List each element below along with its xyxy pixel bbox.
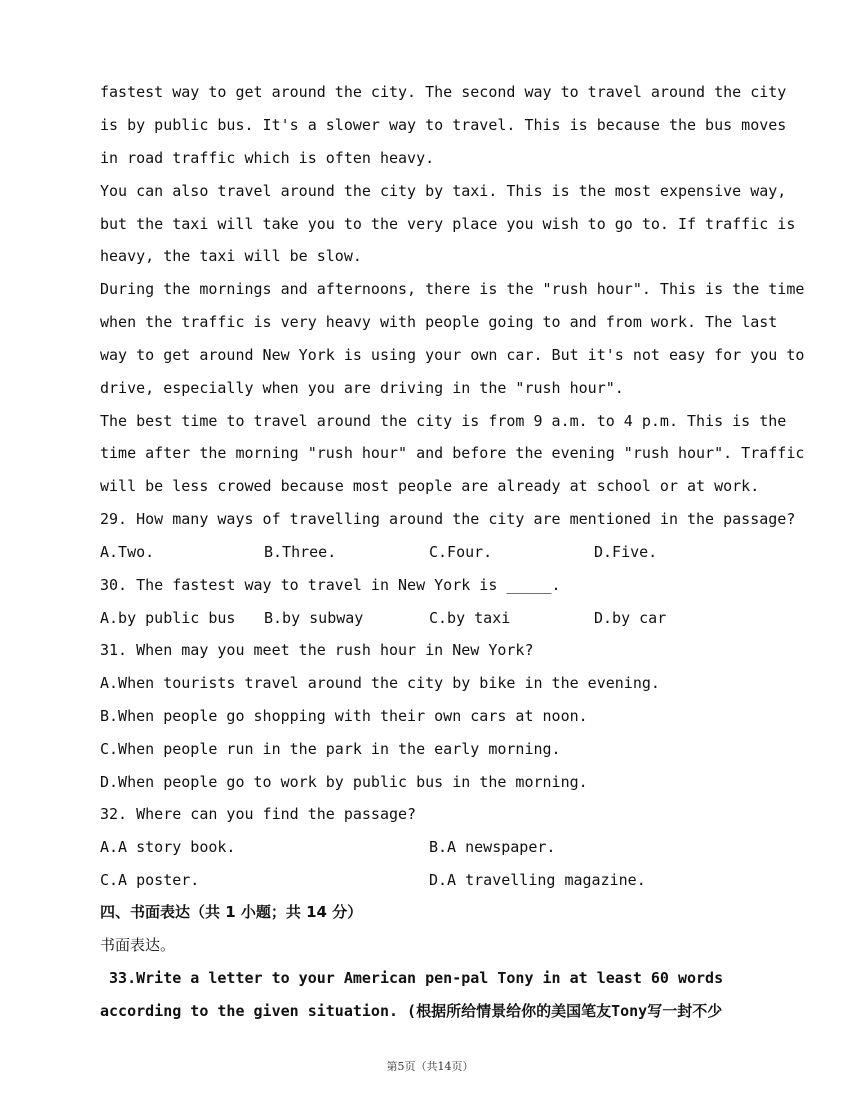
q31-option-c[interactable]: C.When people run in the park in the early morning.: [100, 740, 561, 758]
q31-option-a[interactable]: A.When tourists travel around the city by bike in the evening.: [100, 674, 660, 692]
q29-option-a[interactable]: A.Two.: [100, 543, 155, 561]
q29-option-c[interactable]: C.Four.: [429, 543, 493, 561]
passage-line: in road traffic which is often heavy.: [100, 149, 435, 167]
section-subtitle: 书面表达。: [100, 936, 176, 954]
question-31: 31. When may you meet the rush hour in New York?: [100, 641, 534, 659]
q29-option-d[interactable]: D.Five.: [594, 543, 658, 561]
page-footer: 第5页（共14页）: [386, 1060, 474, 1073]
q32-option-a[interactable]: A.A story book.: [100, 838, 236, 856]
q31-option-d[interactable]: D.When people go to work by public bus in the morning.: [100, 773, 588, 791]
passage-line: will be less crowed because most people are already at school or at work.: [100, 477, 760, 495]
passage-line: During the mornings and afternoons, there is the "rush hour". This is the time: [100, 280, 805, 298]
question-32: 32. Where can you find the passage?: [100, 805, 417, 823]
section-heading: 四、书面表达（共 1 小题；共 14 分）: [100, 903, 363, 921]
q32-option-c[interactable]: C.A poster.: [100, 871, 200, 889]
passage-line: way to get around New York is using your own car. But it's not easy for you to: [100, 346, 805, 364]
q30-option-a[interactable]: A.by public bus: [100, 609, 236, 627]
passage-line: drive, especially when you are driving in the "rush hour".: [100, 379, 624, 397]
passage-line: but the taxi will take you to the very place you wish to go to. If traffic is: [100, 215, 796, 233]
passage-line: time after the morning "rush hour" and before the evening "rush hour". Traffic: [100, 444, 805, 462]
passage-line: heavy, the taxi will be slow.: [100, 247, 362, 265]
question-33-line: 33.Write a letter to your American pen-pal Tony in at least 60 words: [100, 969, 724, 987]
question-33-line: according to the given situation. (根据所给情景给你的美国笔友Tony写一封不少: [100, 1002, 723, 1020]
question-30: 30. The fastest way to travel in New York is _____.: [100, 576, 561, 594]
q30-option-d[interactable]: D.by car: [594, 609, 667, 627]
passage-line: You can also travel around the city by taxi. This is the most expensive way,: [100, 182, 787, 200]
passage-line: when the traffic is very heavy with people going to and from work. The last: [100, 313, 778, 331]
q32-option-b[interactable]: B.A newspaper.: [429, 838, 556, 856]
q30-option-b[interactable]: B.by subway: [264, 609, 364, 627]
q29-option-b[interactable]: B.Three.: [264, 543, 337, 561]
q30-option-c[interactable]: C.by taxi: [429, 609, 511, 627]
passage-line: is by public bus. It's a slower way to travel. This is because the bus moves: [100, 116, 787, 134]
question-29: 29. How many ways of travelling around the city are mentioned in the passage?: [100, 510, 796, 528]
passage-line: fastest way to get around the city. The second way to travel around the city: [100, 83, 787, 101]
q31-option-b[interactable]: B.When people go shopping with their own cars at noon.: [100, 707, 588, 725]
q32-option-d[interactable]: D.A travelling magazine.: [429, 871, 646, 889]
passage-line: The best time to travel around the city is from 9 a.m. to 4 p.m. This is the: [100, 412, 787, 430]
